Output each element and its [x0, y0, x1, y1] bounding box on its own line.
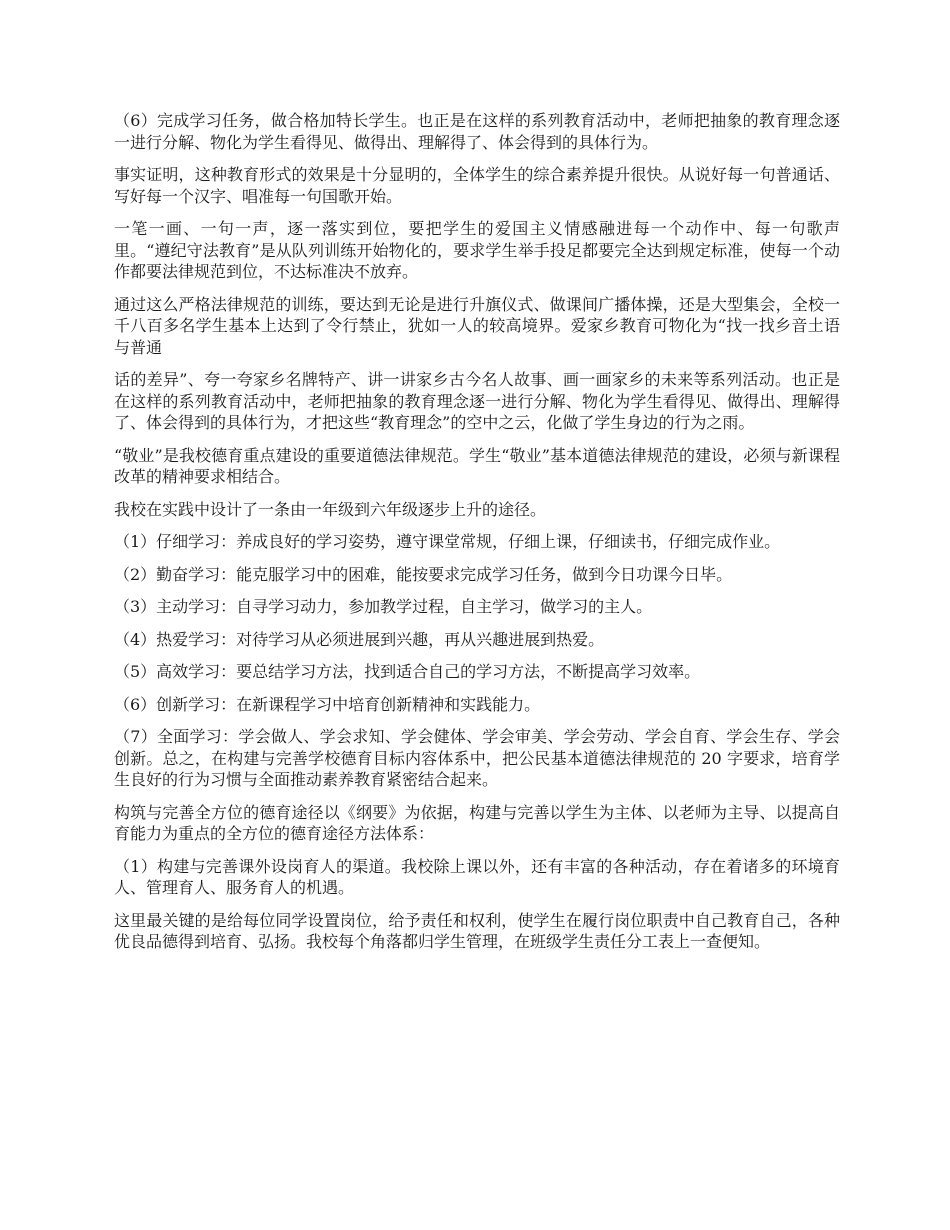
list-item: （5）高效学习：要总结学习方法，找到适合自己的学习方法，不断提高学习效率。 [114, 662, 701, 681]
list-item: （1）构建与完善课外设岗育人的渠道。我校除上课以外，还有丰富的各种活动，存在着诸多的环境育人、管理育人、服务育人的机遇。 [114, 856, 840, 897]
paragraph: 我校在实践中设计了一条由一年级到六年级逐步上升的途径。 [114, 499, 547, 519]
paragraph: 事实证明，这种教育形式的效果是十分显明的，全体学生的综合素养提升很快。从说好每一句普通话、写好每一个汉字、唱准每一句国歌开始。 [114, 165, 840, 206]
paragraph: 通过这么严格法律规范的训练，要达到无论是进行升旗仪式、做课间广播体操，还是大型集会，全校一千八百多名学生基本上达到了令行禁止，犹如一人的较高境界。爱家乡教育可物化为“找一找乡音土语与普通 [114, 294, 840, 357]
paragraph: 一笔一画、一句一声，逐一落实到位，要把学生的爱国主义情感融进每一个动作中、每一句歌声里。“遵纪守法教育”是从队列训练开始物化的，要求学生举手投足都要完全达到规定标准，使每一个动作都要法律规范到位，不达标准决不放弃。 [114, 219, 840, 281]
list-item: （1）仔细学习：养成良好的学习姿势，遵守课堂常规，仔细上课，仔细读书，仔细完成作业。 [114, 532, 781, 551]
paragraph: （6）完成学习任务，做合格加特长学生。也正是在这样的系列教育活动中，老师把抽象的教育理念逐一进行分解、物化为学生看得见、做得出、理解得了、体会得到的具体行为。 [114, 111, 840, 152]
paragraph: “敬业”是我校德育重点建设的重要道德法律规范。学生“敬业”基本道德法律规范的建设，必须与新课程改革的精神要求相结合。 [114, 445, 840, 486]
list-item: （7）全面学习：学会做人、学会求知、学会健体、学会审美、学会劳动、学会自育、学会生存、学会创新。总之，在构建与完善学校德育目标内容体系中，把公民基本道德法律规范的 20 字要求，培育学生良好的行为习惯与全面推动素养教育紧密结合起来。 [114, 727, 840, 789]
paragraph: 构筑与完善全方位的德育途径以《纲要》为依据，构建与完善以学生为主体、以老师为主导、以提高自育能力为重点的全方位的德育途径方法体系： [114, 802, 840, 843]
list-item: （3）主动学习：自寻学习动力，参加教学过程，自主学习，做学习的主人。 [114, 597, 653, 616]
list-item: （4）热爱学习：对待学习从必须进展到兴趣，再从兴趣进展到热爱。 [114, 629, 605, 649]
document-page [114, 110, 840, 964]
list-item: （2）勤奋学习：能克服学习中的困难，能按要求完成学习任务，做到今日功课今日毕。 [114, 564, 733, 584]
paragraph: 话的差异”、夸一夸家乡名牌特产、讲一讲家乡古今名人故事、画一画家乡的未来等系列活动。也正是在这样的系列教育活动中，老师把抽象的教育理念逐一进行分解、物化为学生看得见、做得出、理解得了、体会得到的具体行为，才把这些“教育理念”的空中之云，化做了学生身边的行为之雨。 [114, 370, 840, 432]
paragraph: 这里最关键的是给每位同学设置岗位，给予责任和权利，使学生在履行岗位职责中自己教育自己，各种优良品德得到培育、弘扬。我校每个角落都归学生管理，在班级学生责任分工表上一查便知。 [114, 910, 840, 951]
list-item: （6）创新学习：在新课程学习中培育创新精神和实践能力。 [114, 694, 541, 714]
